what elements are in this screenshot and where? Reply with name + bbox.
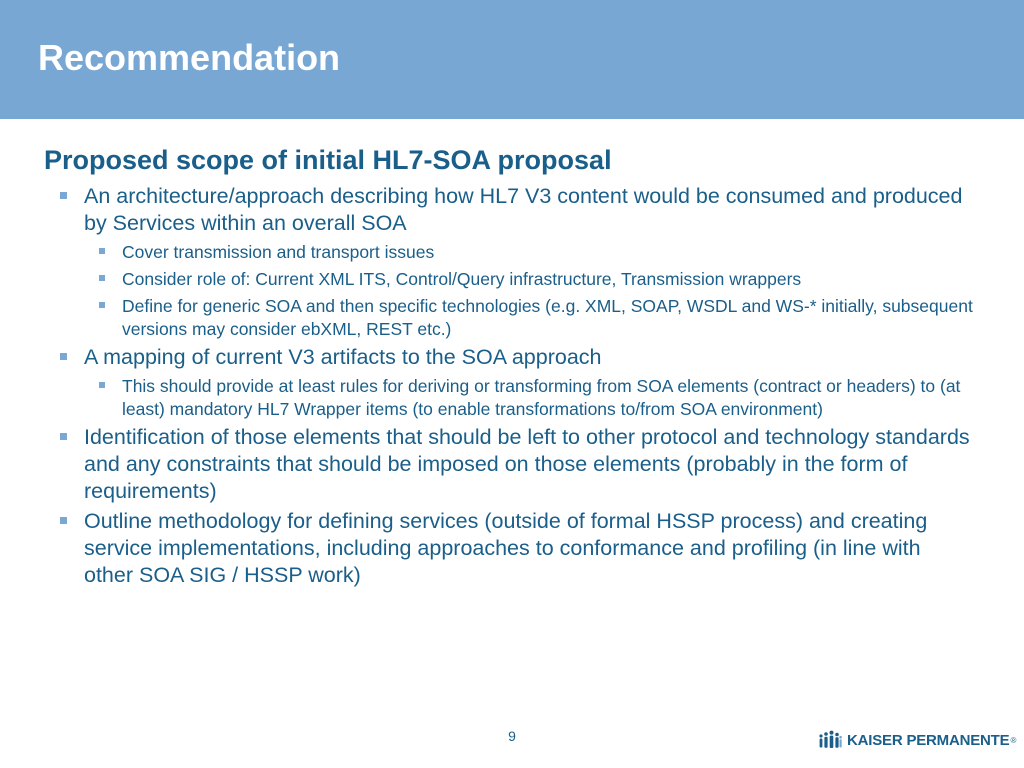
bullet-text: Outline methodology for defining services (outside of formal HSSP process) and creating service implementations, including approaches to conformance and profiling (in line with other SOA SIG / HSSP work)	[84, 509, 928, 587]
bullet-item	[0, 183, 1024, 341]
title-bar	[0, 0, 1024, 119]
bullet-text: A mapping of current V3 artifacts to the SOA approach	[84, 345, 602, 369]
registered-mark: ®	[1010, 735, 1017, 745]
sub-bullet-list	[84, 241, 974, 341]
sub-bullet-item: This should provide at least rules for deriving or transforming from SOA elements (contract or headers) to (at least) mandatory HL7 Wrapper items (to enable transformations to/from SOA environment)	[84, 375, 974, 421]
slide-content	[0, 140, 1024, 589]
sub-bullet-item: Define for generic SOA and then specific technologies (e.g. XML, SOAP, WSDL and WS-* initially, subsequent versions may consider ebXML, REST etc.)	[84, 295, 974, 341]
bullet-item	[0, 344, 1024, 421]
bullet-list	[0, 183, 1024, 589]
bullet-text: An architecture/approach describing how HL7 V3 content would be consumed and produced by Services within an overall SOA	[84, 184, 963, 235]
page-number: 9	[508, 728, 516, 744]
sub-bullet-item: Consider role of: Current XML ITS, Control/Query infrastructure, Transmission wrappers	[84, 268, 974, 291]
sub-bullet-list	[84, 375, 974, 421]
kaiser-permanente-logo	[818, 728, 1016, 752]
sub-bullet-item: Cover transmission and transport issues	[84, 241, 974, 264]
bullet-text: Identification of those elements that should be left to other protocol and technology standards and any constraints that should be imposed on those elements (probably in the form of requirements)	[84, 425, 970, 503]
bullet-item	[0, 508, 1024, 589]
bullet-item	[0, 424, 1024, 505]
slide-title: Recommendation	[38, 37, 341, 78]
logo-text: KAISER PERMANENTE	[847, 731, 1010, 749]
people-logo-icon	[818, 730, 842, 750]
slide-subtitle: Proposed scope of initial HL7-SOA proposal	[44, 145, 612, 175]
